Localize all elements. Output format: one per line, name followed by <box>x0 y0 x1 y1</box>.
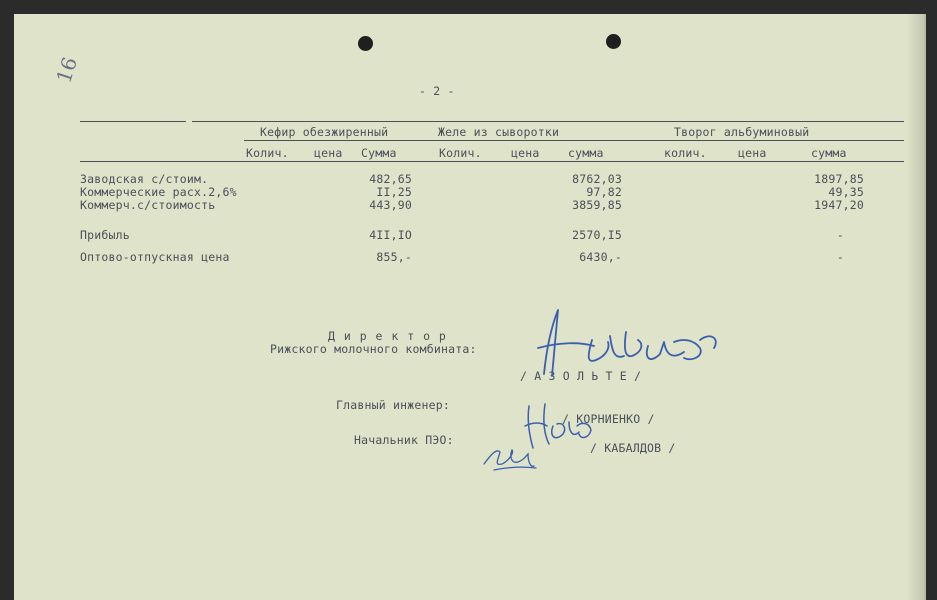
column-header: колич. <box>664 146 707 160</box>
column-header: цена <box>314 146 343 160</box>
column-header: цена <box>511 146 540 160</box>
cell-value: - <box>836 228 844 242</box>
table-top-rule <box>80 121 186 122</box>
cell-value: 1947,20 <box>814 198 864 212</box>
column-header: Сумма <box>361 146 397 160</box>
cell-value: - <box>836 250 844 264</box>
row-label: Оптово-отпускная цена <box>80 250 230 264</box>
punch-hole <box>358 36 373 51</box>
margin-note: 16 <box>51 54 83 86</box>
group-header: Кефир обезжиренный <box>260 125 389 139</box>
group-header: Желе из сыворотки <box>438 125 560 139</box>
cell-value: 4II,IO <box>369 228 412 242</box>
cell-value: 1897,85 <box>814 172 864 186</box>
group-underline <box>244 140 904 141</box>
pzo-title: Начальник ПЭО: <box>354 433 454 447</box>
director-name: / А З О Л Ь Т Е / <box>520 369 642 383</box>
engineer-title: Главный инженер: <box>336 398 450 412</box>
cell-value: 97,82 <box>586 185 622 199</box>
column-header: цена <box>738 146 767 160</box>
header-underline <box>80 161 904 162</box>
cell-value: 6430,- <box>579 250 622 264</box>
column-header: сумма <box>568 146 604 160</box>
column-header: Колич. <box>246 146 289 160</box>
page-number: - 2 - <box>419 84 455 98</box>
cell-value: 855,- <box>376 250 412 264</box>
document-page <box>14 14 926 600</box>
row-label: Коммерч.с/стоимость <box>80 198 216 212</box>
punch-hole <box>606 34 621 49</box>
row-label: Заводская с/стоим. <box>80 172 209 186</box>
cell-value: 443,90 <box>369 198 412 212</box>
pzo-signature <box>480 438 540 478</box>
cell-value: 49,35 <box>828 185 864 199</box>
cell-value: II,25 <box>376 185 412 199</box>
cell-value: 8762,03 <box>572 172 622 186</box>
column-header: Колич. <box>439 146 482 160</box>
cell-value: 2570,I5 <box>572 228 622 242</box>
cell-value: 482,65 <box>369 172 412 186</box>
group-header: Творог альбуминовый <box>674 125 810 139</box>
director-org: Рижского молочного комбината: <box>270 342 477 356</box>
pzo-name: / КАБАЛДОВ / <box>590 441 676 455</box>
row-label: Коммерческие расх.2,6% <box>80 185 237 199</box>
director-title: Д и р е к т о р <box>328 329 447 343</box>
director-signature <box>514 302 724 382</box>
column-header: сумма <box>811 146 847 160</box>
cell-value: 3859,85 <box>572 198 622 212</box>
engineer-name: / КОРНИЕНКО / <box>562 412 655 426</box>
table-top-rule <box>192 121 904 122</box>
row-label: Прибыль <box>80 228 130 242</box>
